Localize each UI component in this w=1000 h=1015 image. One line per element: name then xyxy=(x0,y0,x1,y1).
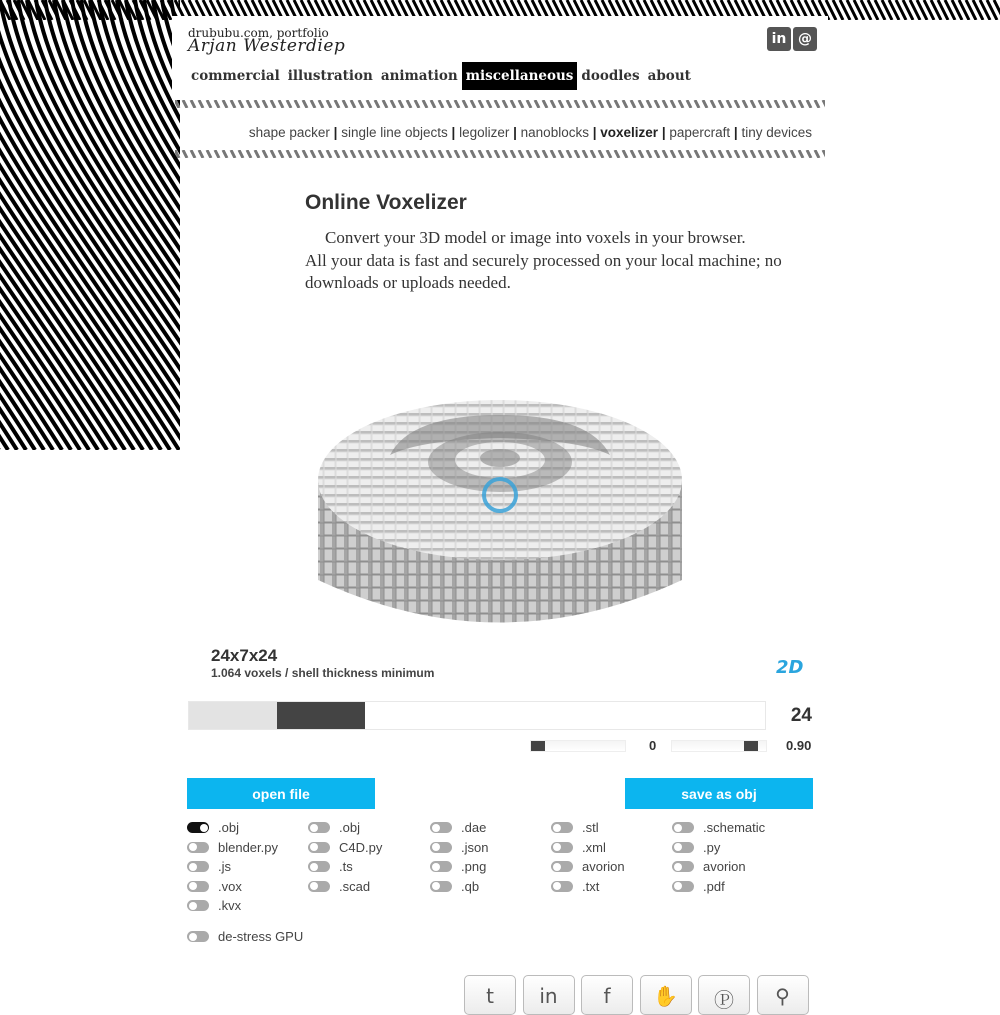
toggle-switch[interactable] xyxy=(430,842,452,853)
option-label: de-stress GPU xyxy=(218,929,304,944)
toggle-switch[interactable] xyxy=(187,900,209,911)
nav-about[interactable]: about xyxy=(647,68,691,84)
subnav-separator: | xyxy=(592,125,601,140)
toggle-switch[interactable] xyxy=(672,822,694,833)
toggle-switch[interactable] xyxy=(430,881,452,892)
intro-line-2: All your data is fast and securely processed on your local machine; no downloads or uploads needed. xyxy=(305,250,782,292)
nav-illustration[interactable]: illustration xyxy=(287,68,373,84)
shell-slider[interactable] xyxy=(530,740,626,752)
format-option[interactable] xyxy=(187,898,241,913)
page-description xyxy=(305,227,805,295)
toggle-switch[interactable] xyxy=(187,931,209,942)
format-option[interactable] xyxy=(187,840,278,855)
format-option[interactable] xyxy=(672,879,725,894)
page-title: Online Voxelizer xyxy=(305,191,467,214)
toggle-switch[interactable] xyxy=(430,822,452,833)
subnav-tiny-devices[interactable]: tiny devices xyxy=(741,125,812,140)
format-option[interactable] xyxy=(187,879,242,894)
striped-background-left xyxy=(0,0,180,450)
intro-line-1: Convert your 3D model or image into voxels in your browser. xyxy=(325,228,746,247)
format-label: .pdf xyxy=(703,878,725,894)
nav-animation[interactable]: animation xyxy=(380,68,458,84)
format-option[interactable] xyxy=(551,859,625,874)
subnav-legolizer[interactable]: legolizer xyxy=(459,125,510,140)
format-option[interactable] xyxy=(430,879,479,894)
site-title: drububu.com, portfolio xyxy=(188,26,329,40)
subnav-separator: | xyxy=(513,125,521,140)
format-option[interactable] xyxy=(430,820,486,835)
size-slider-track-fill xyxy=(189,702,277,729)
like-icon[interactable]: ✋ xyxy=(640,975,692,1015)
shell-slider-value: 0 xyxy=(649,738,657,753)
subnav-separator: | xyxy=(451,125,460,140)
format-option[interactable] xyxy=(672,859,746,874)
subnav-nanoblocks[interactable]: nanoblocks xyxy=(520,125,589,140)
format-label: .schematic xyxy=(703,820,766,835)
subnav-separator: | xyxy=(333,125,342,140)
format-label: .obj xyxy=(218,820,239,835)
format-label: avorion xyxy=(582,859,625,874)
toggle-switch[interactable] xyxy=(187,861,209,872)
toggle-switch[interactable] xyxy=(672,842,694,853)
format-label: .xml xyxy=(582,839,606,855)
email-icon[interactable]: @ xyxy=(793,27,817,51)
toggle-switch[interactable] xyxy=(187,822,209,833)
linkedin-icon[interactable]: in xyxy=(767,27,791,51)
format-label: .vox xyxy=(218,878,242,894)
format-label: .obj xyxy=(339,820,360,835)
subnav-separator: | xyxy=(733,125,742,140)
size-value: 24 xyxy=(790,705,812,726)
open-file-button[interactable]: open file xyxy=(187,778,375,809)
format-label: .json xyxy=(461,839,489,855)
format-option[interactable] xyxy=(308,859,353,874)
format-label: .qb xyxy=(461,878,480,894)
toggle-switch[interactable] xyxy=(308,822,330,833)
model-dimensions: 24x7x24 xyxy=(211,646,278,665)
toggle-switch[interactable] xyxy=(308,881,330,892)
format-option[interactable] xyxy=(187,820,239,835)
format-option[interactable] xyxy=(187,859,231,874)
pinterest-icon[interactable]: Ⓟ xyxy=(698,975,750,1015)
format-option[interactable] xyxy=(308,879,370,894)
save-button[interactable]: save as obj xyxy=(625,778,813,809)
facebook-icon[interactable]: f xyxy=(581,975,633,1015)
format-option[interactable] xyxy=(551,879,599,894)
option-de-stress-gpu[interactable] xyxy=(187,929,303,944)
tumblr-icon[interactable]: t xyxy=(464,975,516,1015)
sub-nav xyxy=(180,116,820,150)
author-signature: Arjan Westerdiep xyxy=(188,36,346,56)
nav-doodles[interactable]: doodles xyxy=(581,68,640,84)
nav-miscellaneous[interactable]: miscellaneous xyxy=(462,62,578,90)
subnav-voxelizer[interactable]: voxelizer xyxy=(600,125,659,140)
toggle-switch[interactable] xyxy=(551,881,573,892)
format-label: .scad xyxy=(339,878,371,894)
format-option[interactable] xyxy=(551,820,599,835)
format-label: avorion xyxy=(703,859,746,874)
voxel-viewer-canvas[interactable] xyxy=(300,380,700,640)
toggle-switch[interactable] xyxy=(430,861,452,872)
subnav-shape-packer[interactable]: shape packer xyxy=(248,125,330,140)
format-option[interactable] xyxy=(308,840,382,855)
format-label: blender.py xyxy=(218,839,278,855)
toggle-switch[interactable] xyxy=(672,861,694,872)
size-slider[interactable] xyxy=(188,701,766,730)
format-label: .dae xyxy=(461,820,487,835)
toggle-switch[interactable] xyxy=(551,822,573,833)
format-label: .py xyxy=(703,839,721,855)
format-option[interactable] xyxy=(551,840,606,855)
linkedin-icon[interactable]: in xyxy=(523,975,575,1015)
threshold-slider-value: 0.90 xyxy=(786,738,812,753)
toggle-switch[interactable] xyxy=(308,842,330,853)
subnav-papercraft[interactable]: papercraft xyxy=(669,125,731,140)
toggle-switch[interactable] xyxy=(672,881,694,892)
threshold-slider[interactable] xyxy=(671,740,767,752)
mode-2d-button[interactable]: 2D xyxy=(776,657,804,678)
format-label: C4D.py xyxy=(339,839,383,855)
format-option[interactable] xyxy=(672,840,720,855)
format-label: .stl xyxy=(582,820,599,835)
format-label: .kvx xyxy=(218,898,242,913)
zigzag-divider-top xyxy=(175,100,825,108)
threshold-slider-thumb[interactable] xyxy=(744,741,758,751)
toggle-switch[interactable] xyxy=(187,842,209,853)
format-label: .png xyxy=(461,859,487,874)
subnav-single-line-objects[interactable]: single line objects xyxy=(341,125,448,140)
toggle-switch[interactable] xyxy=(187,881,209,892)
shell-slider-thumb[interactable] xyxy=(531,741,545,751)
toggle-switch[interactable] xyxy=(308,861,330,872)
format-option[interactable] xyxy=(308,820,360,835)
toggle-switch[interactable] xyxy=(551,842,573,853)
subnav-separator: | xyxy=(661,125,670,140)
size-slider-thumb[interactable] xyxy=(277,702,365,729)
main-nav xyxy=(187,62,695,90)
toggle-switch[interactable] xyxy=(551,861,573,872)
format-option[interactable] xyxy=(430,840,488,855)
format-label: .ts xyxy=(339,859,353,874)
nav-commercial[interactable]: commercial xyxy=(191,68,280,84)
format-label: .js xyxy=(218,859,231,874)
format-label: .txt xyxy=(582,878,600,894)
search-icon[interactable]: ⚲ xyxy=(757,975,809,1015)
voxel-count-info: 1.064 voxels / shell thickness minimum xyxy=(211,666,435,680)
format-option[interactable] xyxy=(672,820,765,835)
zigzag-divider-bottom xyxy=(175,150,825,158)
format-option[interactable] xyxy=(430,859,486,874)
